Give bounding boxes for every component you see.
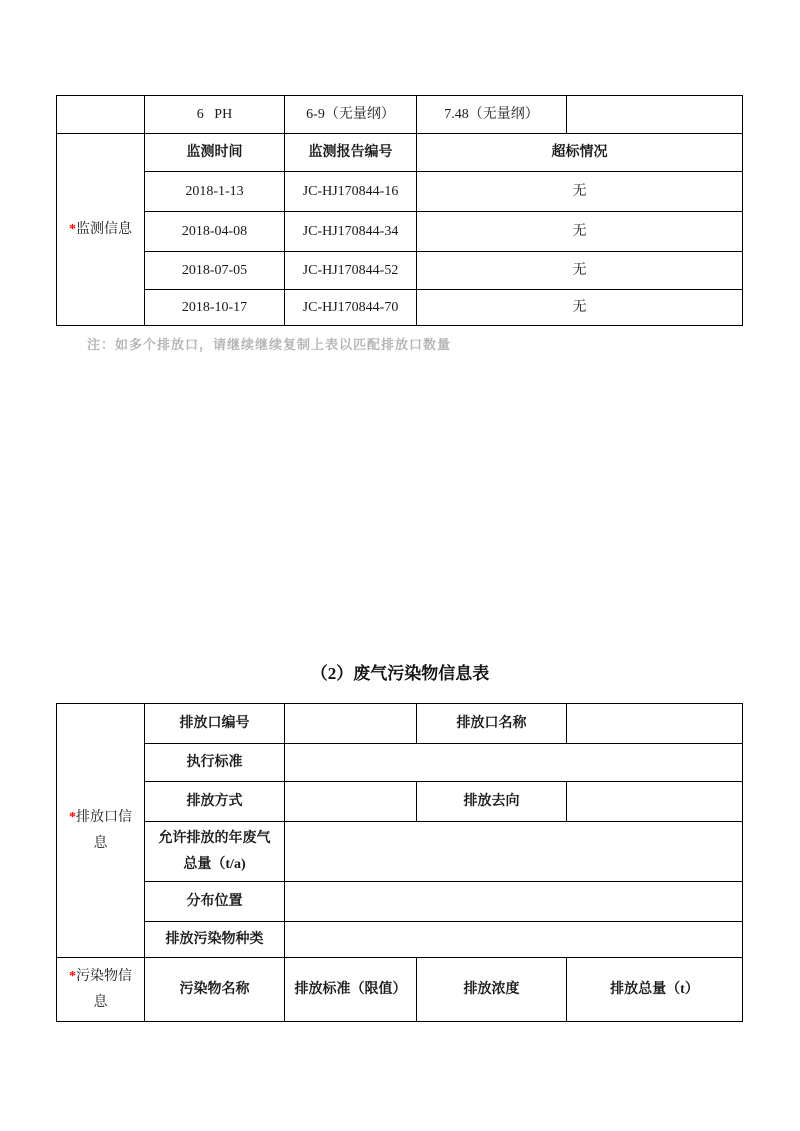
column-header-monitor-time: 监测时间	[145, 134, 285, 172]
label-distribution: 分布位置	[145, 882, 285, 922]
label-annual-total: 允许排放的年废气总量（t/a)	[145, 822, 285, 882]
table-row	[57, 782, 743, 822]
section-label-text: 污染物信息	[76, 968, 132, 1010]
ph-limit-cell: 6-9（无量纲）	[285, 96, 417, 134]
table-row	[57, 922, 743, 958]
exceed-cell: 无	[417, 290, 743, 326]
parameter-ph-cell: 6 PH	[145, 96, 285, 134]
section-label-text: 排放口信息	[76, 809, 132, 851]
label-discharge-dest: 排放去向	[417, 782, 567, 822]
column-header-standard-limit: 排放标准（限值）	[285, 958, 417, 1022]
value-distribution	[285, 882, 743, 922]
label-discharge-mode: 排放方式	[145, 782, 285, 822]
monitoring-info-table	[56, 95, 743, 326]
waste-gas-pollutant-table	[56, 703, 743, 1022]
column-header-exceed: 超标情况	[417, 134, 743, 172]
monitoring-info-section-label	[57, 134, 145, 326]
exceed-cell: 无	[417, 252, 743, 290]
column-header-concentration: 排放浓度	[417, 958, 567, 1022]
exceed-cell: 无	[417, 172, 743, 212]
label-outlet-name: 排放口名称	[417, 704, 567, 744]
report-no-cell: JC-HJ170844-70	[285, 290, 417, 326]
section-title-waste-gas: （2）废气污染物信息表	[310, 664, 490, 683]
label-outlet-no: 排放口编号	[145, 704, 285, 744]
column-header-report-no: 监测报告编号	[285, 134, 417, 172]
required-asterisk: *	[69, 968, 76, 984]
table-row	[57, 704, 743, 744]
exceed-cell: 无	[417, 212, 743, 252]
monitor-date-cell: 2018-07-05	[145, 252, 285, 290]
monitor-date-cell: 2018-10-17	[145, 290, 285, 326]
monitor-date-cell: 2018-04-08	[145, 212, 285, 252]
ph-value-cell: 7.48（无量纲）	[417, 96, 567, 134]
label-pollutant-types: 排放污染物种类	[145, 922, 285, 958]
column-header-pollutant-name: 污染物名称	[145, 958, 285, 1022]
table-row	[57, 822, 743, 882]
table-row	[57, 252, 743, 290]
value-discharge-dest	[567, 782, 743, 822]
report-no-cell: JC-HJ170844-16	[285, 172, 417, 212]
outlet-info-section-label	[57, 704, 145, 958]
value-outlet-no	[285, 704, 417, 744]
report-no-cell: JC-HJ170844-52	[285, 252, 417, 290]
table-header-row	[57, 958, 743, 1022]
value-discharge-mode	[285, 782, 417, 822]
table-row	[57, 882, 743, 922]
value-exec-standard	[285, 744, 743, 782]
table-header-row	[57, 134, 743, 172]
value-pollutant-types	[285, 922, 743, 958]
ph-empty-cell	[567, 96, 743, 134]
label-exec-standard: 执行标准	[145, 744, 285, 782]
required-asterisk: *	[69, 221, 76, 237]
table-row	[57, 744, 743, 782]
table-row	[57, 290, 743, 326]
empty-label-cell	[57, 96, 145, 134]
table-row	[57, 96, 743, 134]
value-annual-total	[285, 822, 743, 882]
table-row	[57, 172, 743, 212]
required-asterisk: *	[69, 809, 76, 825]
table-copy-note: 注：如多个排放口，请继续继续复制上表以匹配排放口数量	[87, 337, 452, 352]
report-no-cell: JC-HJ170844-34	[285, 212, 417, 252]
section-label-text: 监测信息	[76, 221, 132, 237]
pollutant-info-section-label	[57, 958, 145, 1022]
monitor-date-cell: 2018-1-13	[145, 172, 285, 212]
value-outlet-name	[567, 704, 743, 744]
column-header-total-amount: 排放总量（t）	[567, 958, 743, 1022]
table-row	[57, 212, 743, 252]
